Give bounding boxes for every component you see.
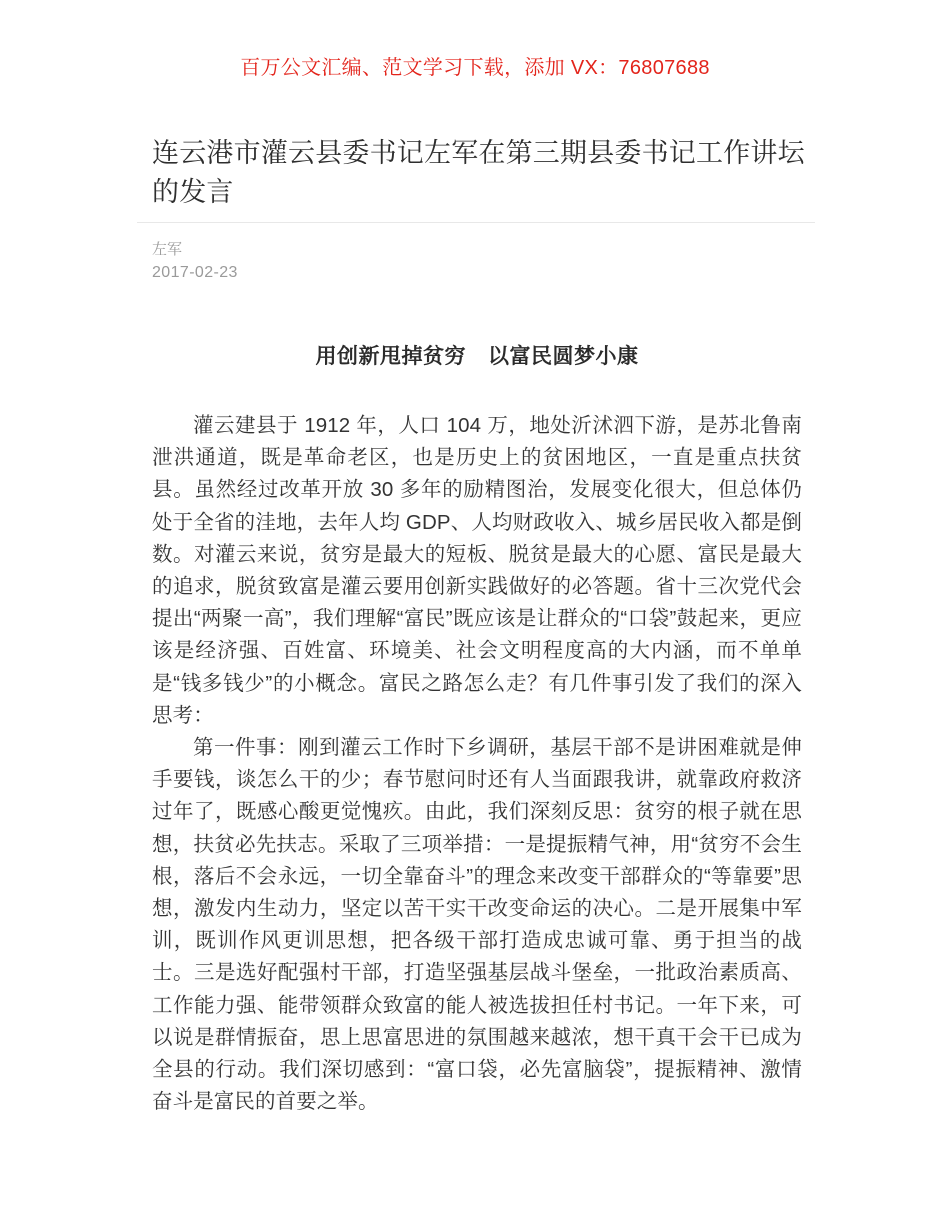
article-body <box>152 342 802 1118</box>
article-meta <box>152 238 238 285</box>
body-paragraph: 第一件事：刚到灌云工作时下乡调研，基层干部不是讲困难就是伸手要钱，谈怎么干的少；春节慰问时还有人当面跟我讲，就靠政府救济过年了，既感心酸更觉愧疚。由此，我们深刻反思：贫穷的根子就在思想，扶贫必先扶志。采取了三项举措：一是提振精气神，用“贫穷不会生根，落后不会永远，一切全靠奋斗”的理念来改变干部群众的“等靠要”思想，激发内生动力，坚定以苦干实干改变命运的决心。二是开展集中军训，既训作风更训思想，把各级干部打造成忠诚可靠、勇于担当的战士。三是选好配强村干部，打造坚强基层战斗堡垒，一批政治素质高、工作能力强、能带领群众致富的能人被选拔担任村书记。一年下来，可以说是群情振奋，思上思富思进的氛围越来越浓，想干真干会干已成为全县的行动。我们深切感到：“富口袋，必先富脑袋”，提振精神、激情奋斗是富民的首要之举。 <box>152 736 802 1114</box>
body-paragraph: 灌云建县于 1912 年，人口 104 万，地处沂沭泗下游，是苏北鲁南泄洪通道，既是革命老区，也是历史上的贫困地区，一直是重点扶贫县。虽然经过改革开放 30 多年的励精图治，发展变化很大，但总体仍处于全省的洼地，去年人均 GDP、人均财政收入、城乡居民收入都是倒数。对灌云来说，贫穷是最大的短板、脱贫是最大的心愿、富民是最大的追求，脱贫致富是灌云要用创新实践做好的必答题。省十三次党代会提出“两聚一高”，我们理解“富民”既应该是让群众的“口袋”鼓起来，更应该是经济强、百姓富、环境美、社会文明程度高的大内涵，而不单单是“钱多钱少”的小概念。富民之路怎么走？有几件事引发了我们的深入思考： <box>152 414 802 727</box>
article-date: 2017-02-23 <box>152 264 238 281</box>
article-author: 左军 <box>152 241 183 258</box>
promo-banner-text: 百万公文汇编、范文学习下载，添加 VX：76807688 <box>240 57 710 79</box>
page-title: 连云港市灌云县委书记左军在第三期县委书记工作讲坛的发言 <box>152 138 805 207</box>
article-header <box>152 134 812 212</box>
document-heading-part1: 用创新甩掉贫穷 <box>315 345 466 368</box>
document-heading-part2: 以富民圆梦小康 <box>488 345 639 368</box>
document-heading <box>152 342 802 372</box>
header-divider <box>137 222 815 223</box>
